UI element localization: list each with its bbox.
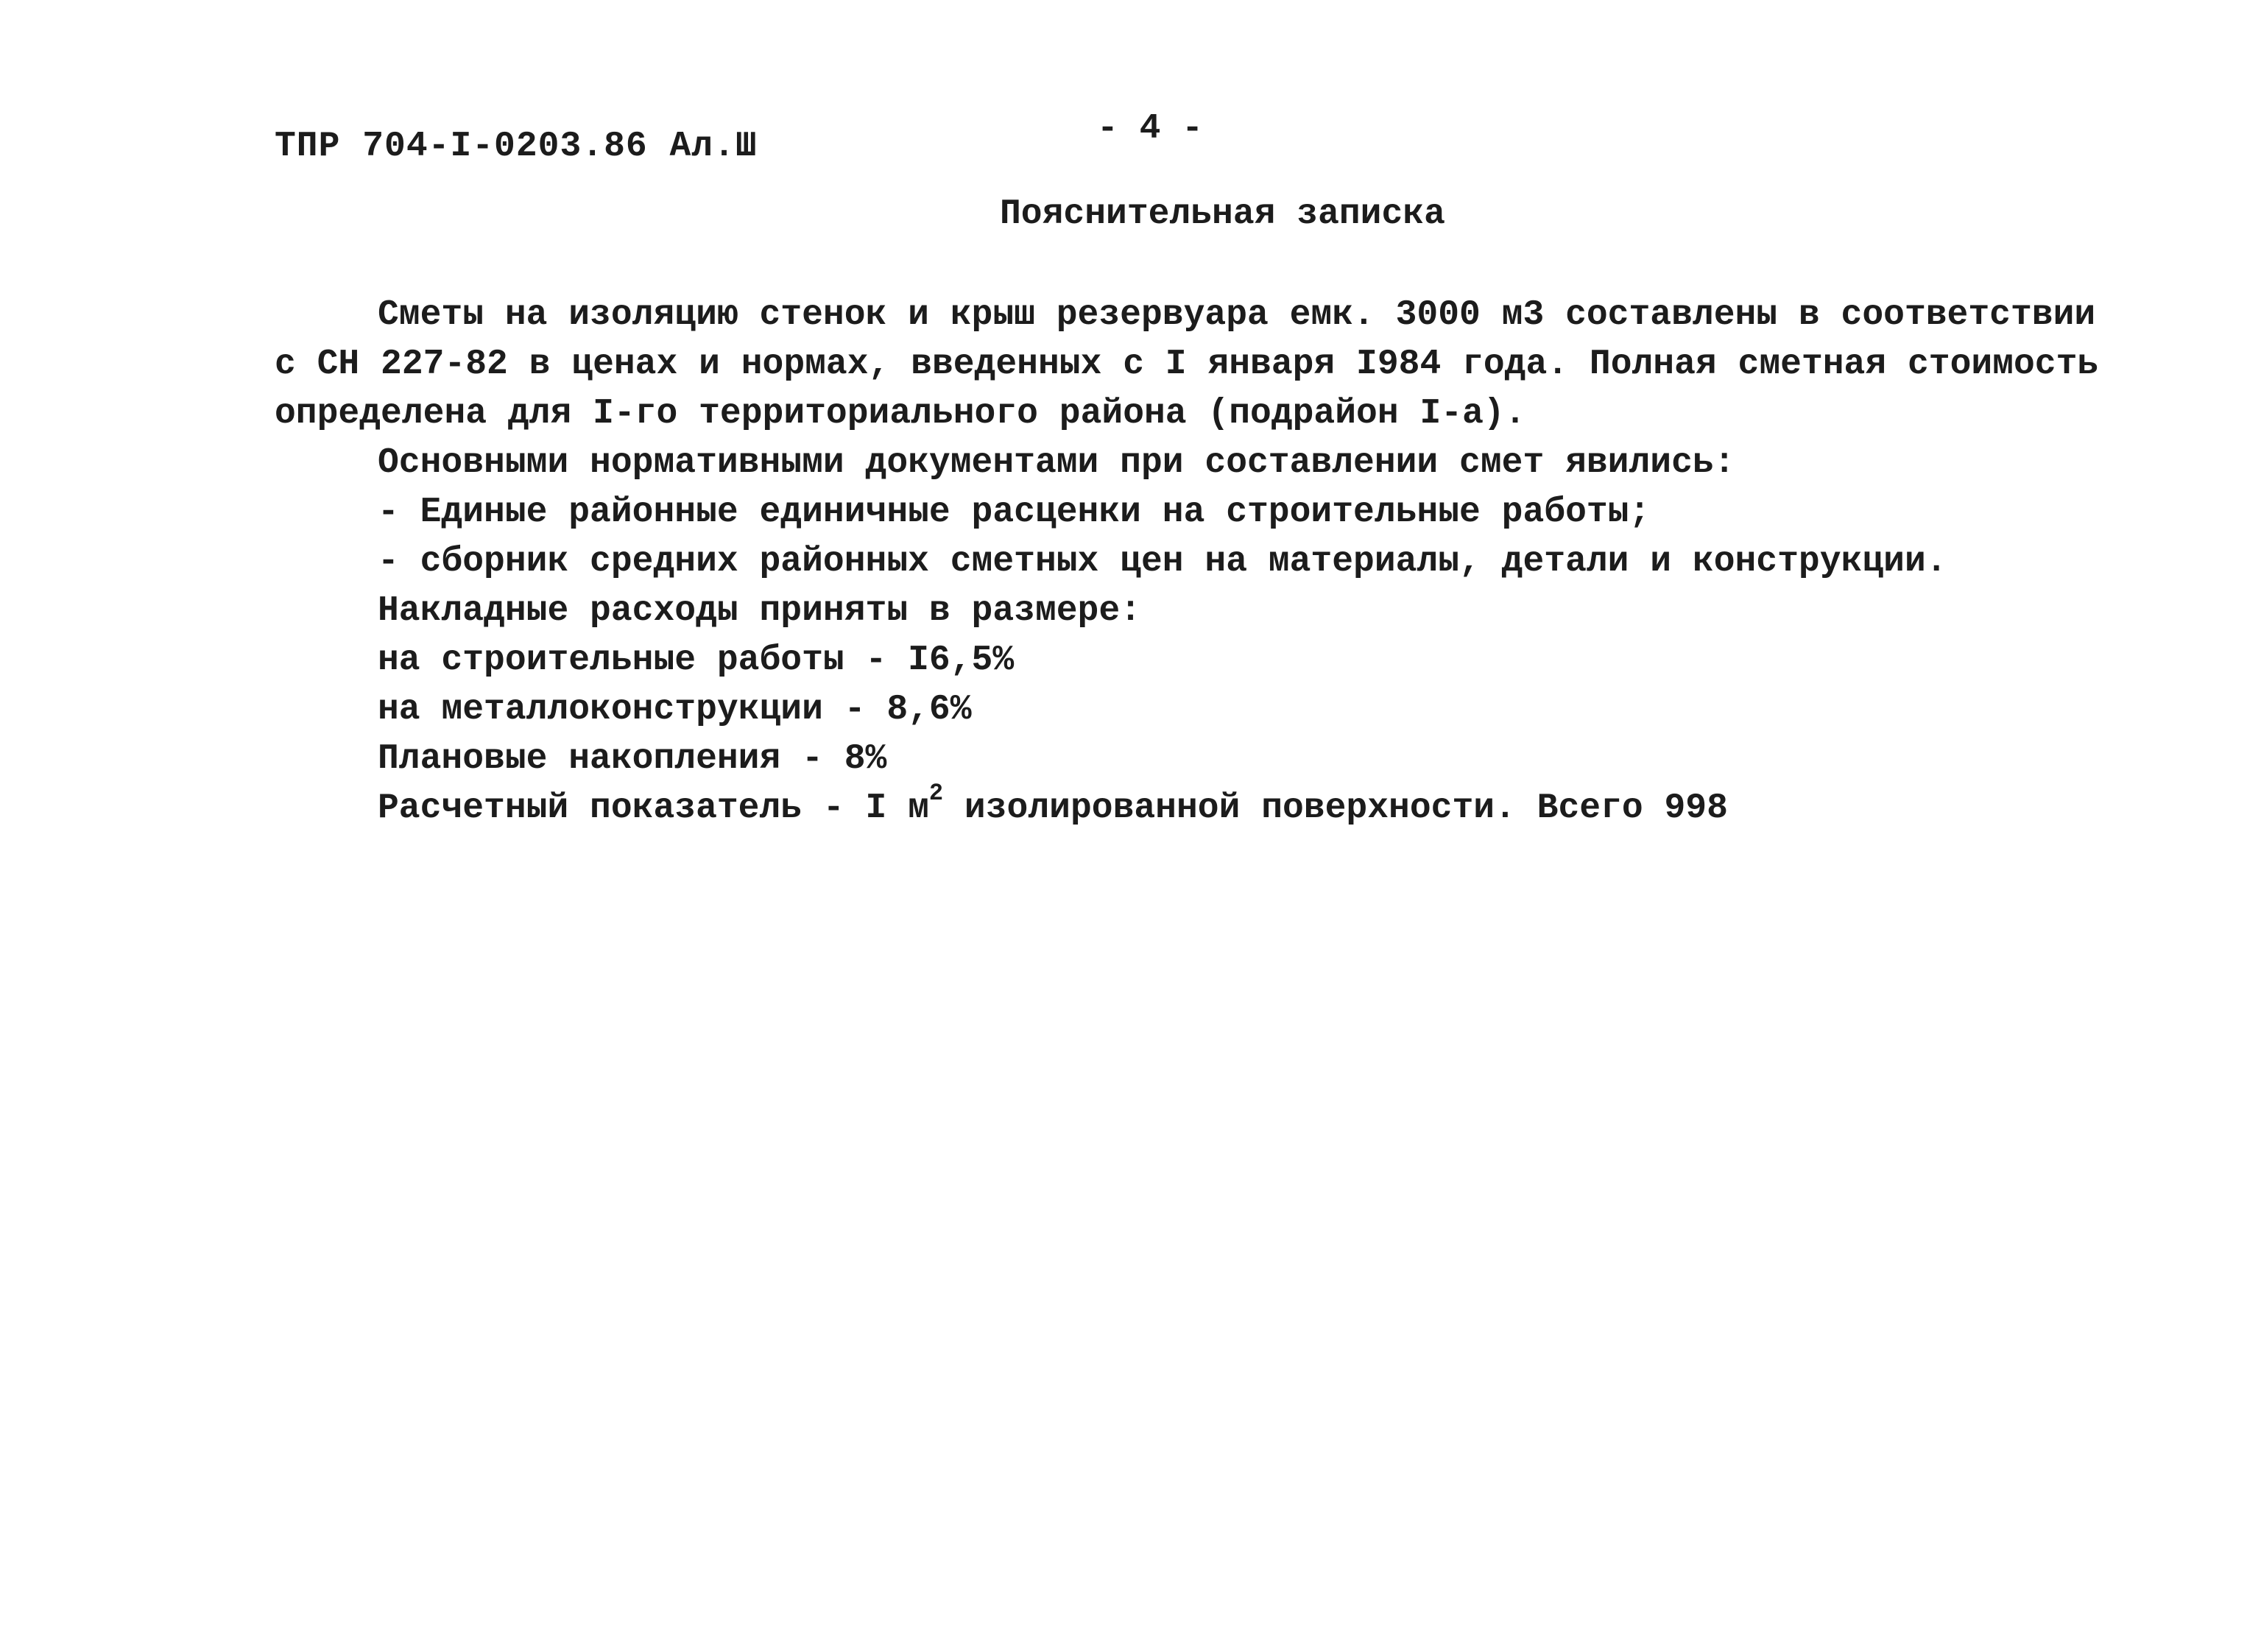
indicator-superscript: 2 [928, 780, 944, 807]
overhead-metal: на металлоконструкции - 8,6% [378, 690, 972, 730]
page-number: - 4 - [1097, 109, 1204, 149]
planned-savings: Плановые накопления - 8% [378, 739, 887, 779]
indicator-text: Расчетный показатель - I м [378, 788, 929, 828]
list-item-price-collection: - сборник средних районных сметных цен на материалы, детали и конструкции. [378, 542, 1947, 582]
paragraph-1-line-2: с СН 227-82 в ценах и нормах, введенных с I января I984 года. Полная сметная стоимость [275, 345, 2099, 384]
paragraph-3: Накладные расходы приняты в размере: [378, 591, 1141, 631]
paragraph-1-line-1: Сметы на изоляцию стенок и крыш резервуара емк. 3000 м3 составлены в соответствии [378, 295, 2096, 335]
overhead-construction: на строительные работы - I6,5% [378, 640, 1015, 680]
page-title: Пояснительная записка [1000, 194, 1445, 234]
calculation-indicator [275, 780, 2042, 833]
body-text [275, 291, 2099, 833]
list-item-unified-rates: - Единые районные единичные расценки на строительные работы; [378, 493, 1651, 532]
indicator-text-end: изолированной поверхности. Всего 998 [943, 788, 1728, 828]
paragraph-2: Основными нормативными документами при составлении смет явились: [378, 443, 1735, 483]
document-code: ТПР 704-I-0203.86 Ал.Ш [275, 127, 758, 166]
paragraph-1-line-3: определена для I-го территориального района (подрайон I-а). [275, 394, 1526, 434]
